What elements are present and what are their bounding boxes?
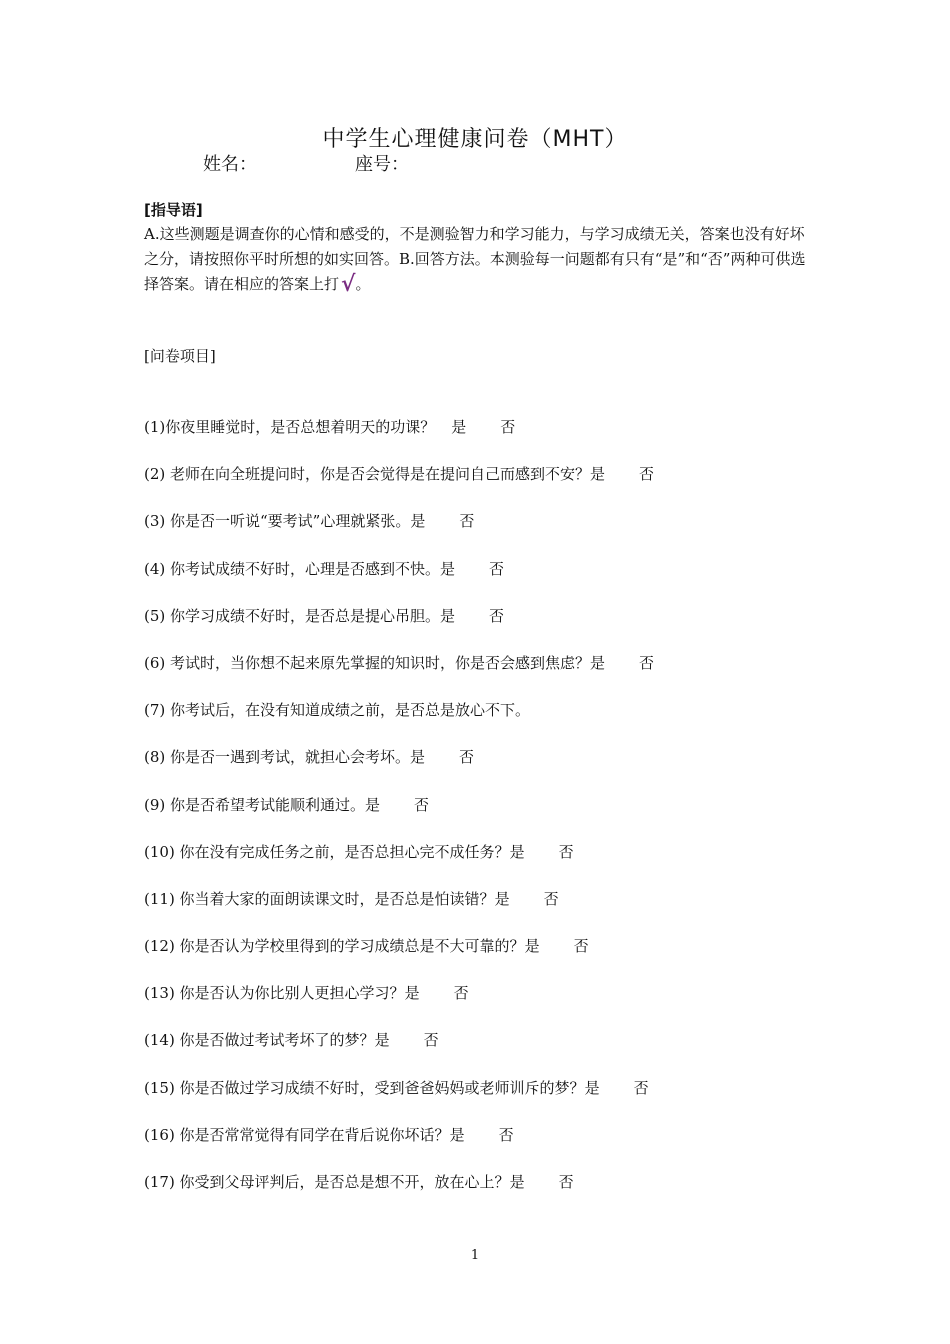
question-text: (17) 你受到父母评判后，是否总是想不开，放在心上？ [144,1173,510,1191]
page-number: 1 [470,1248,480,1263]
question-item [144,416,654,463]
answer-yes[interactable]: 是 [509,842,525,861]
answer-yes[interactable]: 是 [374,1031,390,1050]
question-text: (3) 你是否一听说“要考试”心理就紧张。 [144,512,411,531]
guide-text [144,222,814,297]
answer-yes[interactable]: 是 [494,889,510,908]
answer-no[interactable]: 否 [558,1173,574,1191]
question-text: (12) 你是否认为学校里得到的学习成绩总是不大可靠的？ [144,937,525,956]
answer-no[interactable]: 否 [453,984,469,1003]
question-item [144,558,654,605]
answer-no[interactable]: 否 [639,465,655,484]
answer-yes[interactable]: 是 [440,559,456,578]
question-item [144,699,654,746]
question-text: (8) 你是否一遇到考试，就担心会考坏。 [144,748,411,767]
question-text: (9) 你是否希望考试能顺利通过。 [144,795,366,814]
answer-yes[interactable]: 是 [410,512,426,531]
answer-yes[interactable]: 是 [404,984,420,1003]
answer-yes[interactable]: 是 [590,653,606,672]
answer-yes[interactable]: 是 [590,465,606,484]
answer-no[interactable]: 否 [459,748,475,767]
question-text: (16) 你是否常常觉得有同学在背后说你坏话？ [144,1125,450,1144]
question-text: (11) 你当着大家的面朗读课文时，是否总是怕读错？ [144,889,495,908]
guide-body: A.这些测题是调查你的心情和感受的，不是测验智力和学习能力，与学习成绩无关，答案也没有好坏之分，请按照你平时所想的如实回答。B.回答方法。本测验每一问题都有只有“是”和“否”两种可供选择答案。请在相应的答案上打 [144,225,806,293]
question-text: (15) 你是否做过学习成绩不好时，受到爸爸妈妈或老师训斥的梦？ [144,1078,585,1097]
question-text: (2) 老师在向全班提问时，你是否会觉得是在提问自己而感到不安？ [144,465,591,484]
question-item [144,888,654,935]
guide-end: 。 [355,275,371,293]
answer-yes[interactable]: 是 [509,1173,525,1191]
question-text: (7) 你考试后，在没有知道成绩之前，是否总是放心不下。 [144,701,531,720]
question-list [144,416,654,1218]
question-item [144,1171,654,1218]
answer-no[interactable]: 否 [489,559,505,578]
name-field-label: 姓名： [203,154,257,175]
answer-yes[interactable]: 是 [365,795,381,814]
question-item [144,605,654,652]
answer-no[interactable]: 否 [423,1031,439,1050]
question-item [144,982,654,1029]
guide-heading: [指导语] [144,201,203,219]
section-title: [问卷项目] [144,347,216,365]
question-item [144,841,654,888]
question-item [144,463,654,510]
answer-no[interactable]: 否 [633,1078,649,1097]
question-text: (14) 你是否做过考试考坏了的梦？ [144,1031,375,1050]
question-item [144,1077,654,1124]
answer-yes[interactable]: 是 [410,748,426,767]
answer-yes[interactable]: 是 [524,937,540,956]
answer-yes[interactable]: 是 [451,418,467,436]
answer-yes[interactable]: 是 [449,1125,465,1144]
answer-no[interactable]: 否 [414,795,430,814]
answer-yes[interactable]: 是 [440,606,456,625]
check-mark-icon: √ [341,271,356,297]
answer-no[interactable]: 否 [543,889,559,908]
seat-field-label: 座号： [355,154,409,175]
question-item [144,510,654,557]
question-item [144,1124,654,1171]
question-text: (6) 考试时，当你想不起来原先掌握的知识时，你是否会感到焦虑？ [144,653,591,672]
question-item [144,1029,654,1076]
answer-no[interactable]: 否 [558,842,574,861]
answer-no[interactable]: 否 [573,937,589,956]
question-text: (10) 你在没有完成任务之前，是否总担心完不成任务？ [144,842,510,861]
answer-no[interactable]: 否 [639,653,655,672]
question-item [144,746,654,793]
question-text: (13) 你是否认为你比别人更担心学习？ [144,984,405,1003]
answer-no[interactable]: 否 [500,418,516,436]
answer-no[interactable]: 否 [459,512,475,531]
question-item [144,652,654,699]
question-item [144,794,654,841]
answer-no[interactable]: 否 [489,606,505,625]
answer-yes[interactable]: 是 [584,1078,600,1097]
question-text: (1)你夜里睡觉时，是否总想着明天的功课？ [144,418,436,436]
question-text: (5) 你学习成绩不好时，是否总是提心吊胆。 [144,606,441,625]
answer-no[interactable]: 否 [498,1125,514,1144]
question-text: (4) 你考试成绩不好时，心理是否感到不快。 [144,559,441,578]
page-title: 中学生心理健康问卷（MHT） [322,127,628,152]
question-item [144,935,654,982]
